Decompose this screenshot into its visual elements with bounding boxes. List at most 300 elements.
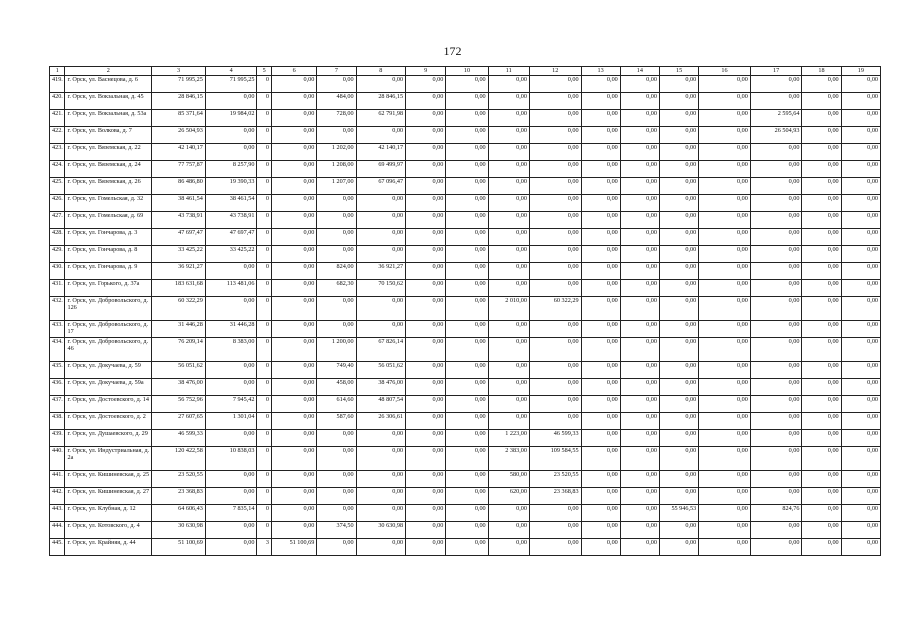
column-header: 13 <box>581 67 620 76</box>
row-number: 435. <box>50 362 65 379</box>
value-cell: 26 504,93 <box>750 127 802 144</box>
value-cell: 0,00 <box>488 246 529 263</box>
value-cell: 0,00 <box>841 229 880 246</box>
row-number: 424. <box>50 161 65 178</box>
value-cell: 56 752,96 <box>152 396 206 413</box>
value-cell: 0,00 <box>488 396 529 413</box>
value-cell: 0,00 <box>406 195 446 212</box>
value-cell: 0,00 <box>581 338 620 362</box>
value-cell: 0,00 <box>802 93 841 110</box>
value-cell: 0,00 <box>620 195 659 212</box>
value-cell: 0,00 <box>659 338 698 362</box>
value-cell: 0,00 <box>271 263 316 280</box>
value-cell: 0,00 <box>659 447 698 471</box>
value-cell: 0,00 <box>356 246 406 263</box>
value-cell: 0,00 <box>802 396 841 413</box>
row-number: 419. <box>50 76 65 93</box>
value-cell: 682,30 <box>317 280 356 297</box>
table-row <box>50 522 881 539</box>
value-cell: 0,00 <box>406 362 446 379</box>
value-cell: 7 945,42 <box>205 396 257 413</box>
value-cell: 28 846,15 <box>152 93 206 110</box>
value-cell: 0,00 <box>802 229 841 246</box>
column-header: 10 <box>446 67 488 76</box>
value-cell: 0,00 <box>205 93 257 110</box>
page-number: 172 <box>443 44 462 58</box>
value-cell: 0,00 <box>271 396 316 413</box>
value-cell: 0,00 <box>446 246 488 263</box>
value-cell: 749,40 <box>317 362 356 379</box>
value-cell: 23 368,83 <box>152 488 206 505</box>
value-cell: 0,00 <box>488 522 529 539</box>
value-cell: 0,00 <box>620 321 659 338</box>
value-cell: 0,00 <box>802 488 841 505</box>
value-cell: 0,00 <box>620 488 659 505</box>
value-cell: 0,00 <box>802 321 841 338</box>
value-cell: 0,00 <box>446 297 488 321</box>
value-cell: 0,00 <box>406 144 446 161</box>
value-cell: 0,00 <box>841 471 880 488</box>
address-cell: г. Орск, ул. Гончарова, д. 3 <box>65 229 152 246</box>
value-cell: 0,00 <box>841 246 880 263</box>
value-cell: 0,00 <box>750 471 802 488</box>
value-cell: 0,00 <box>620 246 659 263</box>
value-cell: 0,00 <box>581 110 620 127</box>
value-cell: 0,00 <box>699 447 751 471</box>
value-cell: 85 371,64 <box>152 110 206 127</box>
value-cell: 0,00 <box>406 76 446 93</box>
value-cell: 0,00 <box>659 379 698 396</box>
value-cell: 0,00 <box>317 505 356 522</box>
value-cell: 0,00 <box>356 195 406 212</box>
value-cell: 0,00 <box>750 338 802 362</box>
column-header: 11 <box>488 67 529 76</box>
value-cell: 42 140,17 <box>152 144 206 161</box>
value-cell: 19 984,02 <box>205 110 257 127</box>
value-cell: 0,00 <box>659 246 698 263</box>
value-cell: 120 422,58 <box>152 447 206 471</box>
value-cell: 0,00 <box>699 362 751 379</box>
value-cell: 0,00 <box>271 178 316 195</box>
value-cell: 0 <box>257 505 271 522</box>
value-cell: 0,00 <box>802 76 841 93</box>
row-number: 422. <box>50 127 65 144</box>
value-cell: 76 209,14 <box>152 338 206 362</box>
value-cell: 0 <box>257 413 271 430</box>
value-cell: 0,00 <box>802 246 841 263</box>
value-cell: 0,00 <box>446 522 488 539</box>
address-cell: г. Орск, ул. Вяземская, д. 22 <box>65 144 152 161</box>
value-cell: 38 476,00 <box>356 379 406 396</box>
value-cell: 0,00 <box>271 76 316 93</box>
value-cell: 0,00 <box>406 413 446 430</box>
value-cell: 0,00 <box>841 338 880 362</box>
row-number: 445. <box>50 539 65 556</box>
value-cell: 0,00 <box>699 539 751 556</box>
column-header: 5 <box>257 67 271 76</box>
value-cell: 0,00 <box>446 447 488 471</box>
value-cell: 3 <box>257 539 271 556</box>
value-cell: 0,00 <box>620 396 659 413</box>
value-cell: 0,00 <box>446 362 488 379</box>
value-cell: 0,00 <box>620 110 659 127</box>
value-cell: 0,00 <box>271 488 316 505</box>
value-cell: 587,60 <box>317 413 356 430</box>
value-cell: 46 599,33 <box>152 430 206 447</box>
value-cell: 0 <box>257 161 271 178</box>
value-cell: 0,00 <box>529 76 581 93</box>
value-cell: 113 481,06 <box>205 280 257 297</box>
value-cell: 0,00 <box>446 76 488 93</box>
value-cell: 0,00 <box>699 321 751 338</box>
value-cell: 0,00 <box>699 93 751 110</box>
value-cell: 0,00 <box>317 430 356 447</box>
value-cell: 0 <box>257 110 271 127</box>
value-cell: 0,00 <box>446 212 488 229</box>
value-cell: 0,00 <box>271 212 316 229</box>
address-cell: г. Орск, ул. Гончарова, д. 8 <box>65 246 152 263</box>
value-cell: 31 446,28 <box>152 321 206 338</box>
value-cell: 0 <box>257 338 271 362</box>
value-cell: 0,00 <box>581 127 620 144</box>
value-cell: 0,00 <box>620 263 659 280</box>
row-number: 437. <box>50 396 65 413</box>
column-header: 6 <box>271 67 316 76</box>
value-cell: 0,00 <box>699 338 751 362</box>
value-cell: 0,00 <box>446 280 488 297</box>
value-cell: 27 607,65 <box>152 413 206 430</box>
value-cell: 0,00 <box>356 471 406 488</box>
value-cell: 8 383,00 <box>205 338 257 362</box>
value-cell: 0,00 <box>406 110 446 127</box>
value-cell: 0 <box>257 246 271 263</box>
address-cell: г. Орск, ул. Горького, д. 37а <box>65 280 152 297</box>
value-cell: 0,00 <box>841 430 880 447</box>
value-cell: 0,00 <box>488 229 529 246</box>
value-cell: 0,00 <box>699 212 751 229</box>
value-cell: 0,00 <box>406 539 446 556</box>
value-cell: 0,00 <box>529 280 581 297</box>
value-cell: 0,00 <box>356 447 406 471</box>
value-cell: 0,00 <box>271 110 316 127</box>
value-cell: 0,00 <box>488 127 529 144</box>
value-cell: 1 200,00 <box>317 338 356 362</box>
value-cell: 0,00 <box>659 321 698 338</box>
value-cell: 0,00 <box>205 539 257 556</box>
row-number: 443. <box>50 505 65 522</box>
value-cell: 0,00 <box>841 505 880 522</box>
value-cell: 0,00 <box>581 263 620 280</box>
value-cell: 0,00 <box>356 212 406 229</box>
value-cell: 0,00 <box>620 447 659 471</box>
value-cell: 0,00 <box>205 127 257 144</box>
value-cell: 0,00 <box>529 263 581 280</box>
address-cell: г. Орск, ул. Гончарова, д. 9 <box>65 263 152 280</box>
value-cell: 19 390,33 <box>205 178 257 195</box>
row-number: 427. <box>50 212 65 229</box>
value-cell: 0,00 <box>659 539 698 556</box>
value-cell: 0,00 <box>699 229 751 246</box>
value-cell: 56 051,62 <box>356 362 406 379</box>
value-cell: 0,00 <box>529 195 581 212</box>
value-cell: 0,00 <box>271 522 316 539</box>
value-cell: 67 096,47 <box>356 178 406 195</box>
value-cell: 0,00 <box>529 362 581 379</box>
value-cell: 0,00 <box>699 379 751 396</box>
value-cell: 0,00 <box>205 297 257 321</box>
value-cell: 0,00 <box>529 338 581 362</box>
value-cell: 0,00 <box>802 178 841 195</box>
value-cell: 0,00 <box>271 379 316 396</box>
value-cell: 0,00 <box>446 195 488 212</box>
value-cell: 38 476,00 <box>152 379 206 396</box>
value-cell: 0,00 <box>659 76 698 93</box>
value-cell: 0,00 <box>446 505 488 522</box>
value-cell: 0,00 <box>529 93 581 110</box>
value-cell: 0,00 <box>620 297 659 321</box>
value-cell: 0,00 <box>356 321 406 338</box>
value-cell: 109 584,55 <box>529 447 581 471</box>
value-cell: 0,00 <box>750 379 802 396</box>
value-cell: 0,00 <box>841 263 880 280</box>
value-cell: 1 202,00 <box>317 144 356 161</box>
value-cell: 0,00 <box>529 522 581 539</box>
value-cell: 0,00 <box>750 212 802 229</box>
value-cell: 0,00 <box>581 539 620 556</box>
value-cell: 0,00 <box>581 212 620 229</box>
value-cell: 0,00 <box>750 362 802 379</box>
value-cell: 0,00 <box>620 362 659 379</box>
value-cell: 0,00 <box>529 161 581 178</box>
value-cell: 2 010,00 <box>488 297 529 321</box>
value-cell: 0,00 <box>446 488 488 505</box>
value-cell: 43 738,91 <box>152 212 206 229</box>
value-cell: 30 630,98 <box>152 522 206 539</box>
value-cell: 0,00 <box>205 379 257 396</box>
value-cell: 0,00 <box>205 471 257 488</box>
value-cell: 0,00 <box>529 413 581 430</box>
value-cell: 23 520,55 <box>152 471 206 488</box>
value-cell: 2 595,64 <box>750 110 802 127</box>
table-row <box>50 110 881 127</box>
address-cell: г. Орск, ул. Добровольского, д. 126 <box>65 297 152 321</box>
value-cell: 86 486,80 <box>152 178 206 195</box>
value-cell: 47 697,47 <box>152 229 206 246</box>
value-cell: 0,00 <box>620 539 659 556</box>
column-header: 16 <box>699 67 751 76</box>
row-number: 433. <box>50 321 65 338</box>
value-cell: 0,00 <box>529 396 581 413</box>
value-cell: 0 <box>257 471 271 488</box>
value-cell: 38 461,54 <box>152 195 206 212</box>
value-cell: 0,00 <box>446 127 488 144</box>
column-header: 19 <box>841 67 880 76</box>
row-number: 439. <box>50 430 65 447</box>
value-cell: 0,00 <box>205 522 257 539</box>
column-header: 12 <box>529 67 581 76</box>
value-cell: 0,00 <box>750 263 802 280</box>
value-cell: 0,00 <box>205 430 257 447</box>
value-cell: 0,00 <box>802 362 841 379</box>
value-cell: 36 921,27 <box>152 263 206 280</box>
value-cell: 0,00 <box>750 76 802 93</box>
value-cell: 0,00 <box>802 539 841 556</box>
row-number: 436. <box>50 379 65 396</box>
value-cell: 0,00 <box>802 195 841 212</box>
value-cell: 0,00 <box>581 93 620 110</box>
value-cell: 23 520,55 <box>529 471 581 488</box>
value-cell: 0,00 <box>581 195 620 212</box>
value-cell: 0,00 <box>620 505 659 522</box>
value-cell: 0,00 <box>841 362 880 379</box>
value-cell: 0,00 <box>406 379 446 396</box>
value-cell: 0,00 <box>841 321 880 338</box>
value-cell: 0,00 <box>529 246 581 263</box>
value-cell: 0 <box>257 127 271 144</box>
column-header: 14 <box>620 67 659 76</box>
value-cell: 0,00 <box>406 447 446 471</box>
value-cell: 62 791,98 <box>356 110 406 127</box>
table-row <box>50 212 881 229</box>
value-cell: 0,00 <box>581 246 620 263</box>
value-cell: 0,00 <box>488 362 529 379</box>
value-cell: 0,00 <box>488 195 529 212</box>
value-cell: 0,00 <box>529 379 581 396</box>
value-cell: 484,00 <box>317 93 356 110</box>
value-cell: 0,00 <box>659 430 698 447</box>
value-cell: 0,00 <box>750 396 802 413</box>
value-cell: 0 <box>257 321 271 338</box>
value-cell: 0,00 <box>841 195 880 212</box>
value-cell: 0,00 <box>446 263 488 280</box>
value-cell: 0,00 <box>581 161 620 178</box>
table-row <box>50 396 881 413</box>
value-cell: 0,00 <box>406 280 446 297</box>
value-cell: 0,00 <box>271 229 316 246</box>
value-cell: 1 301,04 <box>205 413 257 430</box>
address-cell: г. Орск, ул. Котовского, д. 4 <box>65 522 152 539</box>
table-row <box>50 379 881 396</box>
value-cell: 0,00 <box>529 321 581 338</box>
value-cell: 0,00 <box>841 127 880 144</box>
value-cell: 26 306,61 <box>356 413 406 430</box>
value-cell: 48 807,54 <box>356 396 406 413</box>
table-row <box>50 195 881 212</box>
value-cell: 0,00 <box>271 161 316 178</box>
row-number: 429. <box>50 246 65 263</box>
value-cell: 0,00 <box>581 144 620 161</box>
value-cell: 0,00 <box>699 430 751 447</box>
value-cell: 0,00 <box>356 229 406 246</box>
value-cell: 0,00 <box>271 195 316 212</box>
value-cell: 0 <box>257 212 271 229</box>
value-cell: 0,00 <box>529 144 581 161</box>
value-cell: 0,00 <box>620 212 659 229</box>
value-cell: 0,00 <box>699 297 751 321</box>
value-cell: 67 826,14 <box>356 338 406 362</box>
value-cell: 0,00 <box>659 297 698 321</box>
value-cell: 0,00 <box>802 263 841 280</box>
value-cell: 0,00 <box>802 161 841 178</box>
table-row <box>50 297 881 321</box>
value-cell: 2 383,00 <box>488 447 529 471</box>
value-cell: 728,00 <box>317 110 356 127</box>
value-cell: 0,00 <box>750 161 802 178</box>
value-cell: 55 946,53 <box>659 505 698 522</box>
column-header: 9 <box>406 67 446 76</box>
value-cell: 0,00 <box>446 471 488 488</box>
value-cell: 0,00 <box>488 263 529 280</box>
value-cell: 0,00 <box>699 522 751 539</box>
value-cell: 0,00 <box>620 413 659 430</box>
value-cell: 0,00 <box>356 539 406 556</box>
value-cell: 0,00 <box>659 127 698 144</box>
value-cell: 0,00 <box>446 161 488 178</box>
address-cell: г. Орск, ул. Докучаева, д. 59а <box>65 379 152 396</box>
value-cell: 0,00 <box>406 396 446 413</box>
value-cell: 0,00 <box>802 447 841 471</box>
value-cell: 0,00 <box>750 321 802 338</box>
value-cell: 0 <box>257 93 271 110</box>
value-cell: 0,00 <box>406 488 446 505</box>
value-cell: 0,00 <box>406 338 446 362</box>
column-header: 7 <box>317 67 356 76</box>
table-row <box>50 505 881 522</box>
row-number: 431. <box>50 280 65 297</box>
value-cell: 0,00 <box>841 212 880 229</box>
value-cell: 1 208,00 <box>317 161 356 178</box>
value-cell: 69 499,97 <box>356 161 406 178</box>
value-cell: 0,00 <box>446 110 488 127</box>
value-cell: 0,00 <box>488 144 529 161</box>
address-cell: г. Орск, ул. Гомельская, д. 32 <box>65 195 152 212</box>
value-cell: 0,00 <box>581 297 620 321</box>
value-cell: 33 425,22 <box>205 246 257 263</box>
value-cell: 0,00 <box>317 195 356 212</box>
value-cell: 0,00 <box>802 522 841 539</box>
value-cell: 0,00 <box>406 246 446 263</box>
value-cell: 0,00 <box>750 522 802 539</box>
value-cell: 0,00 <box>581 413 620 430</box>
value-cell: 51 100,69 <box>152 539 206 556</box>
value-cell: 0,00 <box>841 178 880 195</box>
value-cell: 0,00 <box>841 539 880 556</box>
row-number: 423. <box>50 144 65 161</box>
value-cell: 0,00 <box>271 338 316 362</box>
value-cell: 0,00 <box>317 471 356 488</box>
value-cell: 0,00 <box>802 110 841 127</box>
value-cell: 0 <box>257 297 271 321</box>
address-cell: г. Орск, ул. Докучаева, д. 59 <box>65 362 152 379</box>
table-row <box>50 229 881 246</box>
value-cell: 0,00 <box>659 229 698 246</box>
value-cell: 0,00 <box>659 413 698 430</box>
value-cell: 0,00 <box>581 471 620 488</box>
value-cell: 0,00 <box>205 144 257 161</box>
table-row <box>50 338 881 362</box>
table-row <box>50 127 881 144</box>
value-cell: 36 921,27 <box>356 263 406 280</box>
value-cell: 0,00 <box>317 321 356 338</box>
table-row <box>50 488 881 505</box>
value-cell: 0,00 <box>841 280 880 297</box>
table-row <box>50 362 881 379</box>
value-cell: 0,00 <box>659 488 698 505</box>
value-cell: 0,00 <box>659 144 698 161</box>
value-cell: 0,00 <box>802 338 841 362</box>
value-cell: 0,00 <box>406 321 446 338</box>
value-cell: 0 <box>257 144 271 161</box>
